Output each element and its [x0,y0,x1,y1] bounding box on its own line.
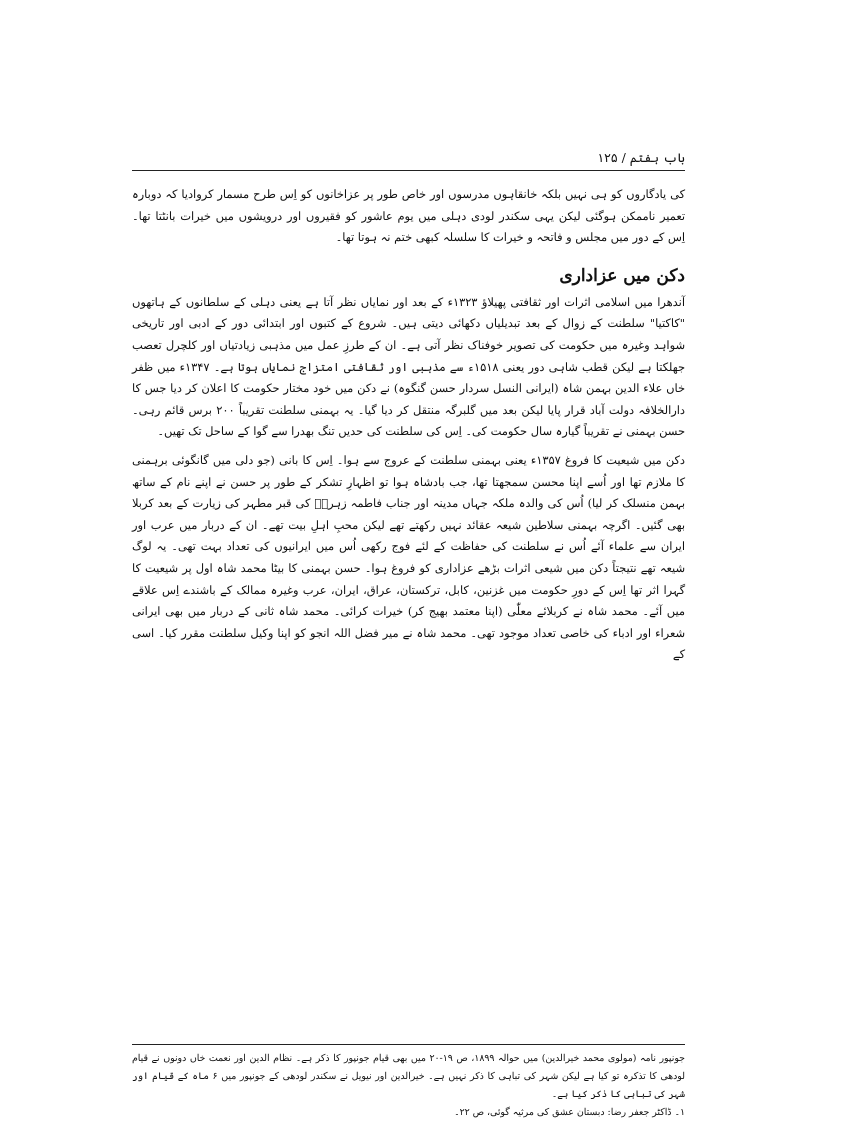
footnote-rule [132,1044,685,1045]
paragraph-3: دکن میں شیعیت کا فروغ ۱۳۵۷ء یعنی بہمنی سلطنت کے عروج سے ہوا۔ اِس کا بانی (جو دلی میں گانگوئی برہمنی کا ملازم تھا اور اُسے اپنا محسن سمجھتا تھا، جب بادشاہ ہوا تو اظہارِ تشکر کے طور پر حسن نے اپنے نام کے ساتھ بہمن منسلک کر لیا) اُس کی والدہ ملکہ جہاں مدینہ اور جناب فاطمہ زہراؑ کی قبر مطہر کی زیارت کے بعد کربلا بھی گئیں۔ اگرچہ بہمنی سلاطین شیعہ عقائد نہیں رکھتے تھے لیکن محبِ اہلِ بیت تھے۔ ان کے دربار میں عرب اور ایران سے علماء آئے اُس نے سلطنت کی حفاظت کے لئے فوج رکھی اُس میں ایرانیوں کی تعداد بہت تھی۔ یہ لوگ شیعہ تھے نتیجتاً دکن میں شیعی اثرات بڑھے عزاداری کو فروغ ہوا۔ حسن بہمنی کا بیٹا محمد شاہ اول پر شیعیت کا گہرا اثر تھا اِس کے دورِ حکومت میں غزنین، کابل، ترکستان، عراق، ایران، عرب وغیرہ ممالک کے باشندے اِس علاقے میں آئے۔ محمد شاہ نے کربلائے معلّٰی (اپنا معتمد بھیج کر) خیرات کرائی۔ محمد شاہ ثانی کے دربار میں بھی ایرانی شعراء اور ادباء کی خاصی تعداد موجود تھی۔ محمد شاہ نے میر فضل اللہ انجو کو اپنا وکیل سلطنت مقرر کیا۔ اسی کے [132,452,685,662]
section-heading: دکن میں عزاداری [559,265,685,286]
footnote-1: جونپور نامہ (مولوی محمد خیرالدین) میں حوالہ ۱۸۹۹، ص ۱۹-۲۰ میں بھی قیام جونپور کا ذکر ہے۔ نظام الدین اور نعمت خاں دونوں نے قیام لودھی کا تذکرہ تو کیا ہے لیکن شہر کی تباہی کا ذکر نہیں ہے۔ خیرالدین اور نیویل نے سکندر لودھی کے جونپور میں ۶ ماہ کے قیام اور شہر کی تباہی کا ذکر کیا ہے۔ [132,1053,685,1100]
running-head: باب ہفتم / ۱۲۵ [597,150,685,165]
paragraph-1: کی یادگاروں کو ہی نہیں بلکہ خانقاہوں مدرسوں اور خاص طور پر عزاخانوں کو اِس طرح مسمار کروادیا کہ دوبارہ تعمیر ناممکن ہوگئی لیکن یہی سکندر لودی دہلی میں یوم عاشور کو فقیروں اور درویشوں میں خیرات بانٹتا تھا۔ اِس کے دور میں مجلس و فاتحہ و خیرات کا سلسلہ کبھی ختم نہ ہوتا تھا۔ [132,187,685,245]
header-rule [132,170,685,171]
paragraph-2: آندھرا میں اسلامی اثرات اور ثقافتی پھیلاؤ ۱۳۲۳ء کے بعد اور نمایاں نظر آتا ہے یعنی دہلی کے سلطانوں کے ہاتھوں "کاکتیا" سلطنت کے زوال کے بعد تبدیلیاں دکھائی دیتی ہیں۔ شروع کے کتبوں اور ابتدائی دور کے ادبی اور تاریخی شواہد وغیرہ میں حکومت کی تصویر خوفناک نظر آتی ہے۔ ان کے طرزِ عمل میں مذہبی زیادتیاں اور کلچرل تعصب جھلکتا ہے لیکن قطب شاہی دور یعنی ۱۵۱۸ء سے مذہبی اور ثقافتی امتزاج نمایاں ہوتا ہے۔ ۱۳۴۷ء میں ظفر خاں علاء الدین بہمن شاہ (ایرانی النسل سردار حسن گنگوہ) نے دکن میں خود مختار حکومت کا اعلان کر دیا جس کا دارالخلافہ دولت آباد قرار پایا لیکن بعد میں گلبرگہ منتقل کر دیا گیا۔ یہ بہمنی سلطنت تقریباً ۲۰۰ برس قائم رہی۔ حسن بہمنی نے تقریباً گیارہ سال حکومت کی۔ اِس کی سلطنت کی حدیں تنگ بھدرا سے گوا کے ساحل تک تھیں۔ [132,294,685,439]
footnotes [132,1050,685,1122]
main-text [132,184,685,666]
footnote-2: ۱۔ ڈاکٹر جعفر رضا: دبستان عشق کی مرثیہ گوئی، ص ۲۲۔ [454,1107,685,1118]
